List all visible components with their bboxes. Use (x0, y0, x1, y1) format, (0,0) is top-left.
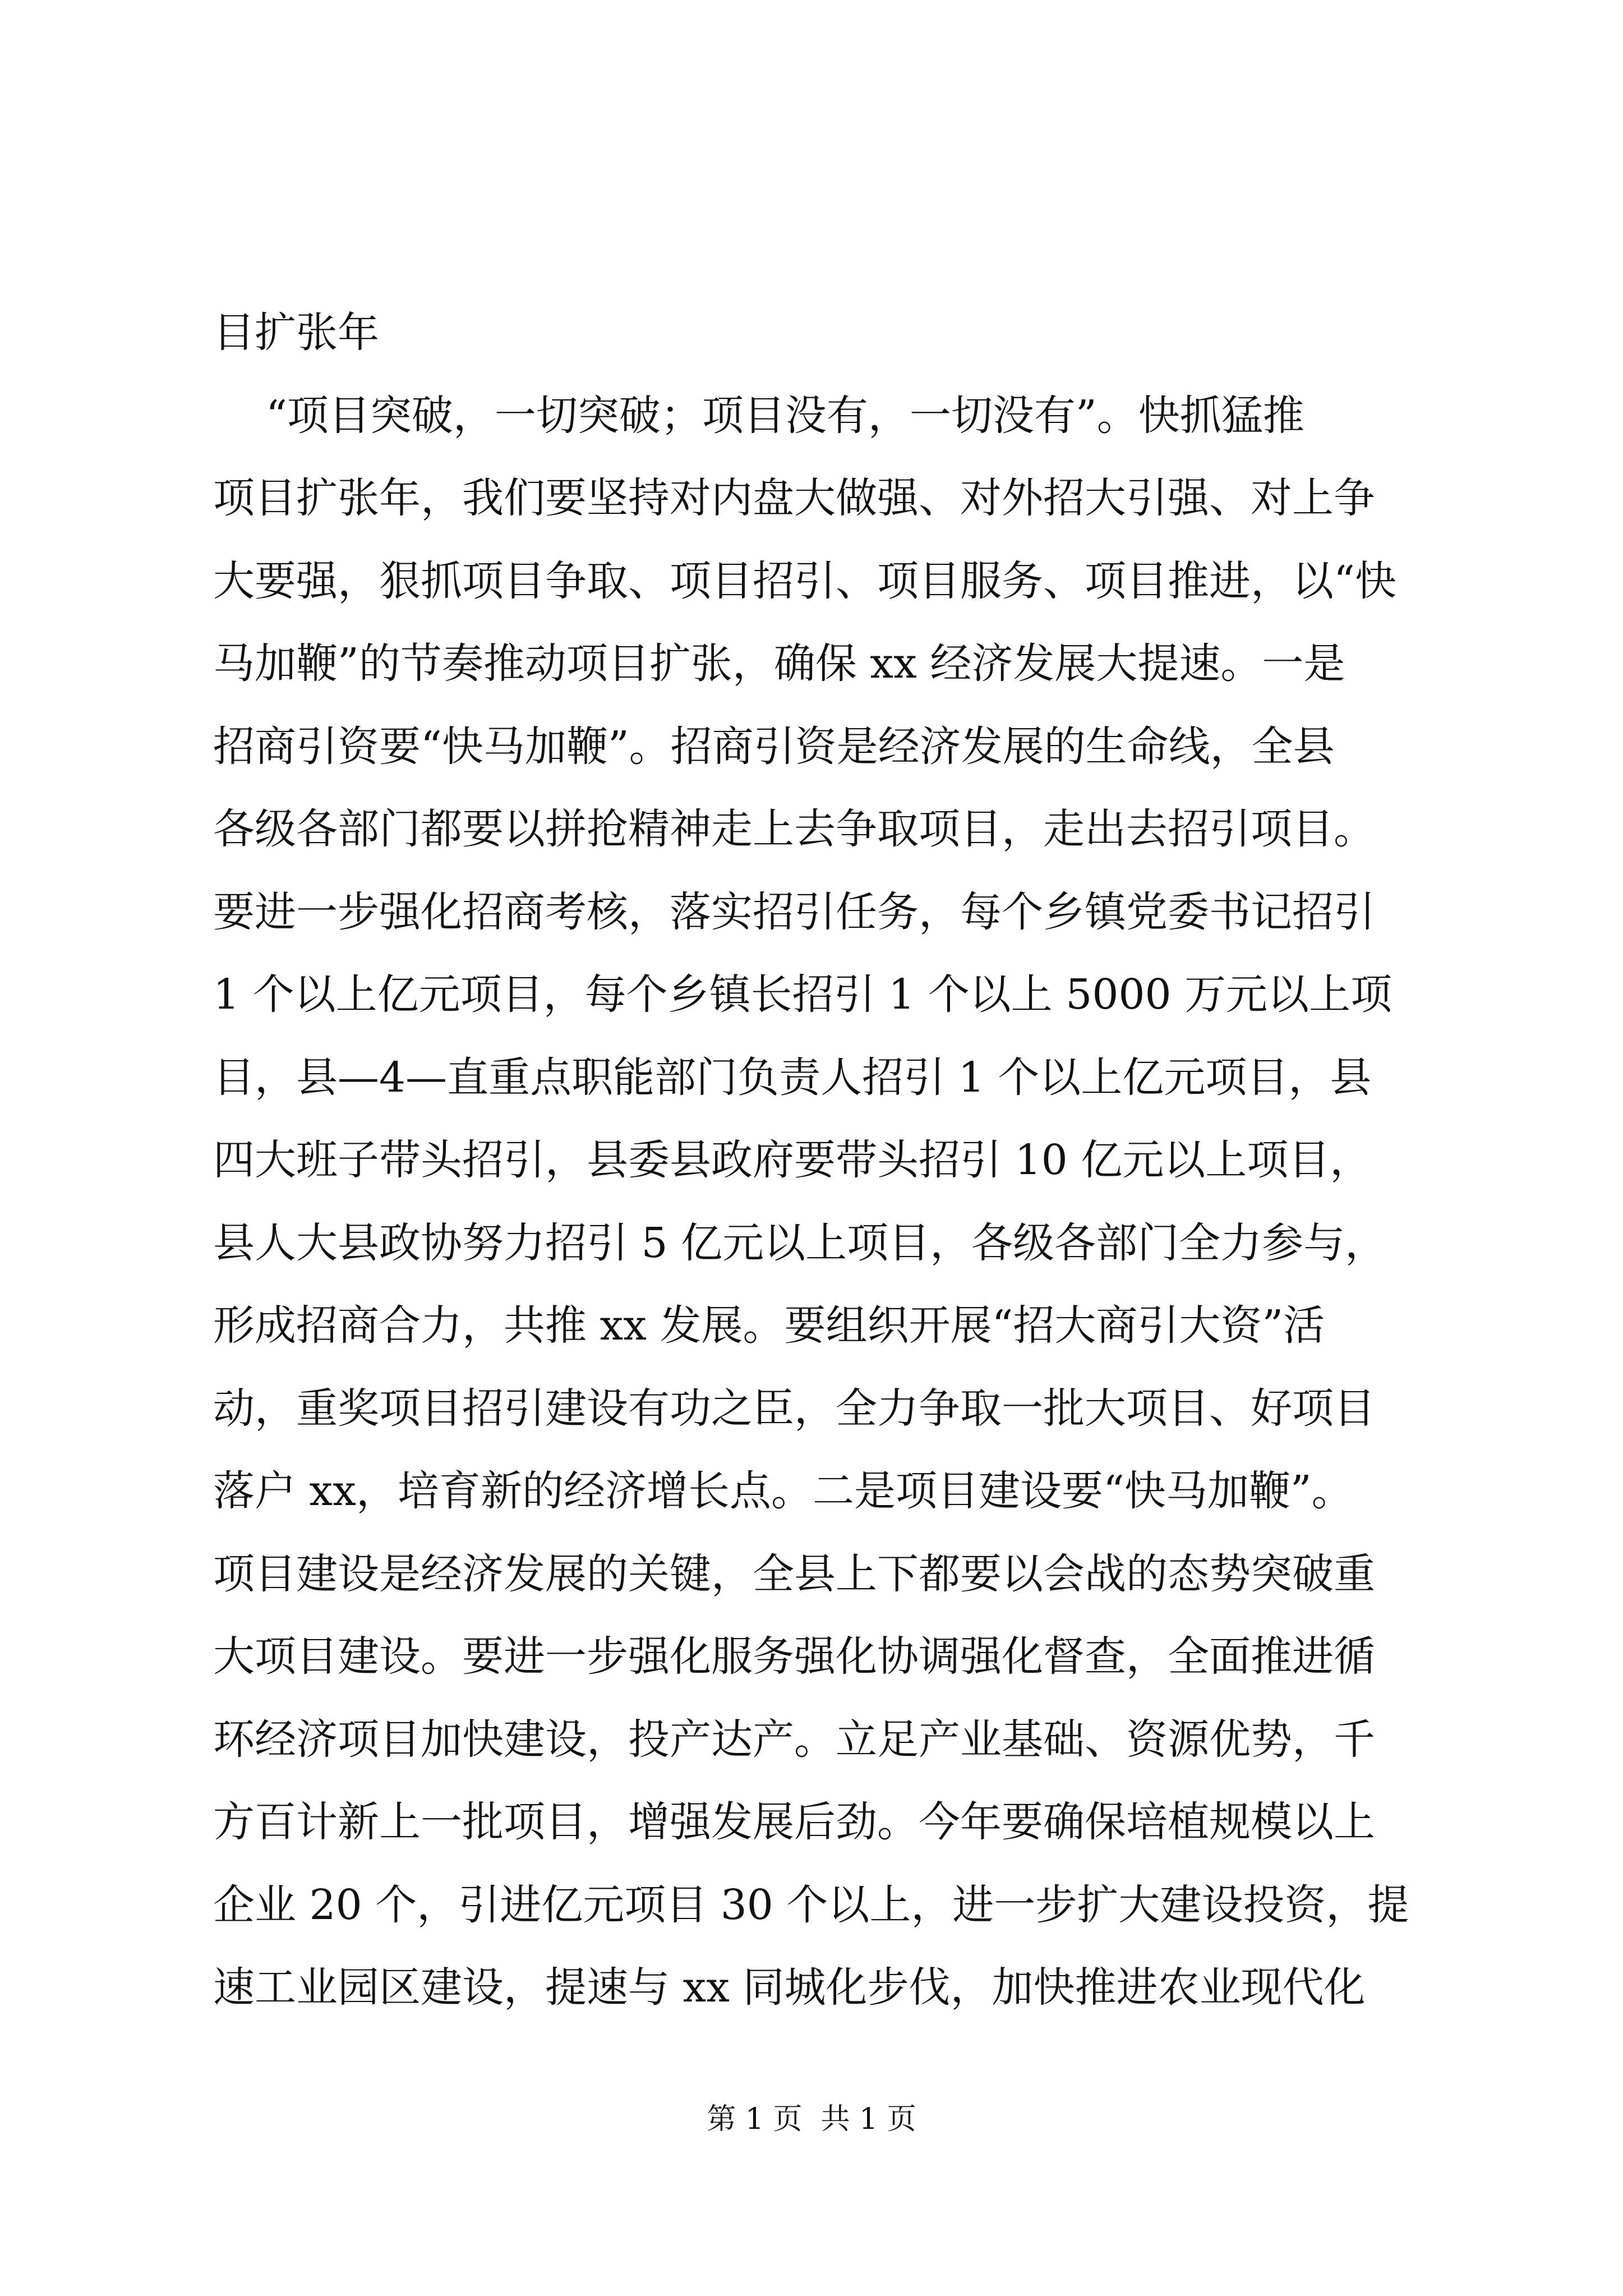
text-line: 四大班子带头招引，县委县政府要带头招引 10 亿元以上项目， (213, 1136, 1372, 1184)
text-line: 项目建设是经济发展的关键，全县上下都要以会战的态势突破重 (213, 1549, 1375, 1598)
text-line: 形成招商合力，共推 xx 发展。要组织开展“招大商引大资”活 (213, 1301, 1325, 1350)
text-line: 目，县—4—直重点职能部门负责人招引 1 个以上亿元项目，县 (213, 1053, 1372, 1102)
text-line: 方百计新上一批项目，增强发展后劲。今年要确保培植规模以上 (213, 1798, 1375, 1846)
text-line: 大要强，狠抓项目争取、项目招引、项目服务、项目推进，以“快 (213, 556, 1396, 605)
text-line: 速工业园区建设，提速与 xx 同城化步伐，加快推进农业现代化 (213, 1963, 1366, 2012)
text-line: “项目突破，一切突破；项目没有，一切没有”。快抓猛推 (213, 391, 1304, 440)
text-line: 环经济项目加快建设，投产达产。立足产业基础、资源优势，千 (213, 1715, 1375, 1764)
text-line: 大项目建设。要进一步强化服务强化协调强化督查，全面推进循 (213, 1632, 1375, 1681)
text-line: 落户 xx，培育新的经济增长点。二是项目建设要“快马加鞭”。 (213, 1467, 1353, 1515)
text-line: 招商引资要“快马加鞭”。招商引资是经济发展的生命线，全县 (213, 722, 1335, 771)
body-text (213, 292, 1424, 2030)
text-line: 县人大县政协努力招引 5 亿元以上项目，各级各部门全力参与， (213, 1218, 1387, 1267)
text-line: 马加鞭”的节奏推动项目扩张，确保 xx 经济发展大提速。一是 (213, 639, 1345, 688)
text-line: 要进一步强化招商考核，落实招引任务，每个乡镇党委书记招引 (213, 887, 1375, 936)
page-footer: 第 1 页 共 1 页 (707, 2102, 916, 2136)
text-line: 目扩张年 (213, 309, 379, 357)
text-line: 1 个以上亿元项目，每个乡镇长招引 1 个以上 5000 万元以上项 (213, 970, 1393, 1019)
text-line: 项目扩张年，我们要坚持对内盘大做强、对外招大引强、对上争 (213, 474, 1375, 522)
text-line: 企业 20 个，引进亿元项目 30 个以上，进一步扩大建设投资，提 (213, 1880, 1409, 1929)
text-line: 动，重奖项目招引建设有功之臣，全力争取一批大项目、好项目 (213, 1384, 1375, 1433)
text-line: 各级各部门都要以拼抢精神走上去争取项目，走出去招引项目。 (213, 805, 1375, 853)
